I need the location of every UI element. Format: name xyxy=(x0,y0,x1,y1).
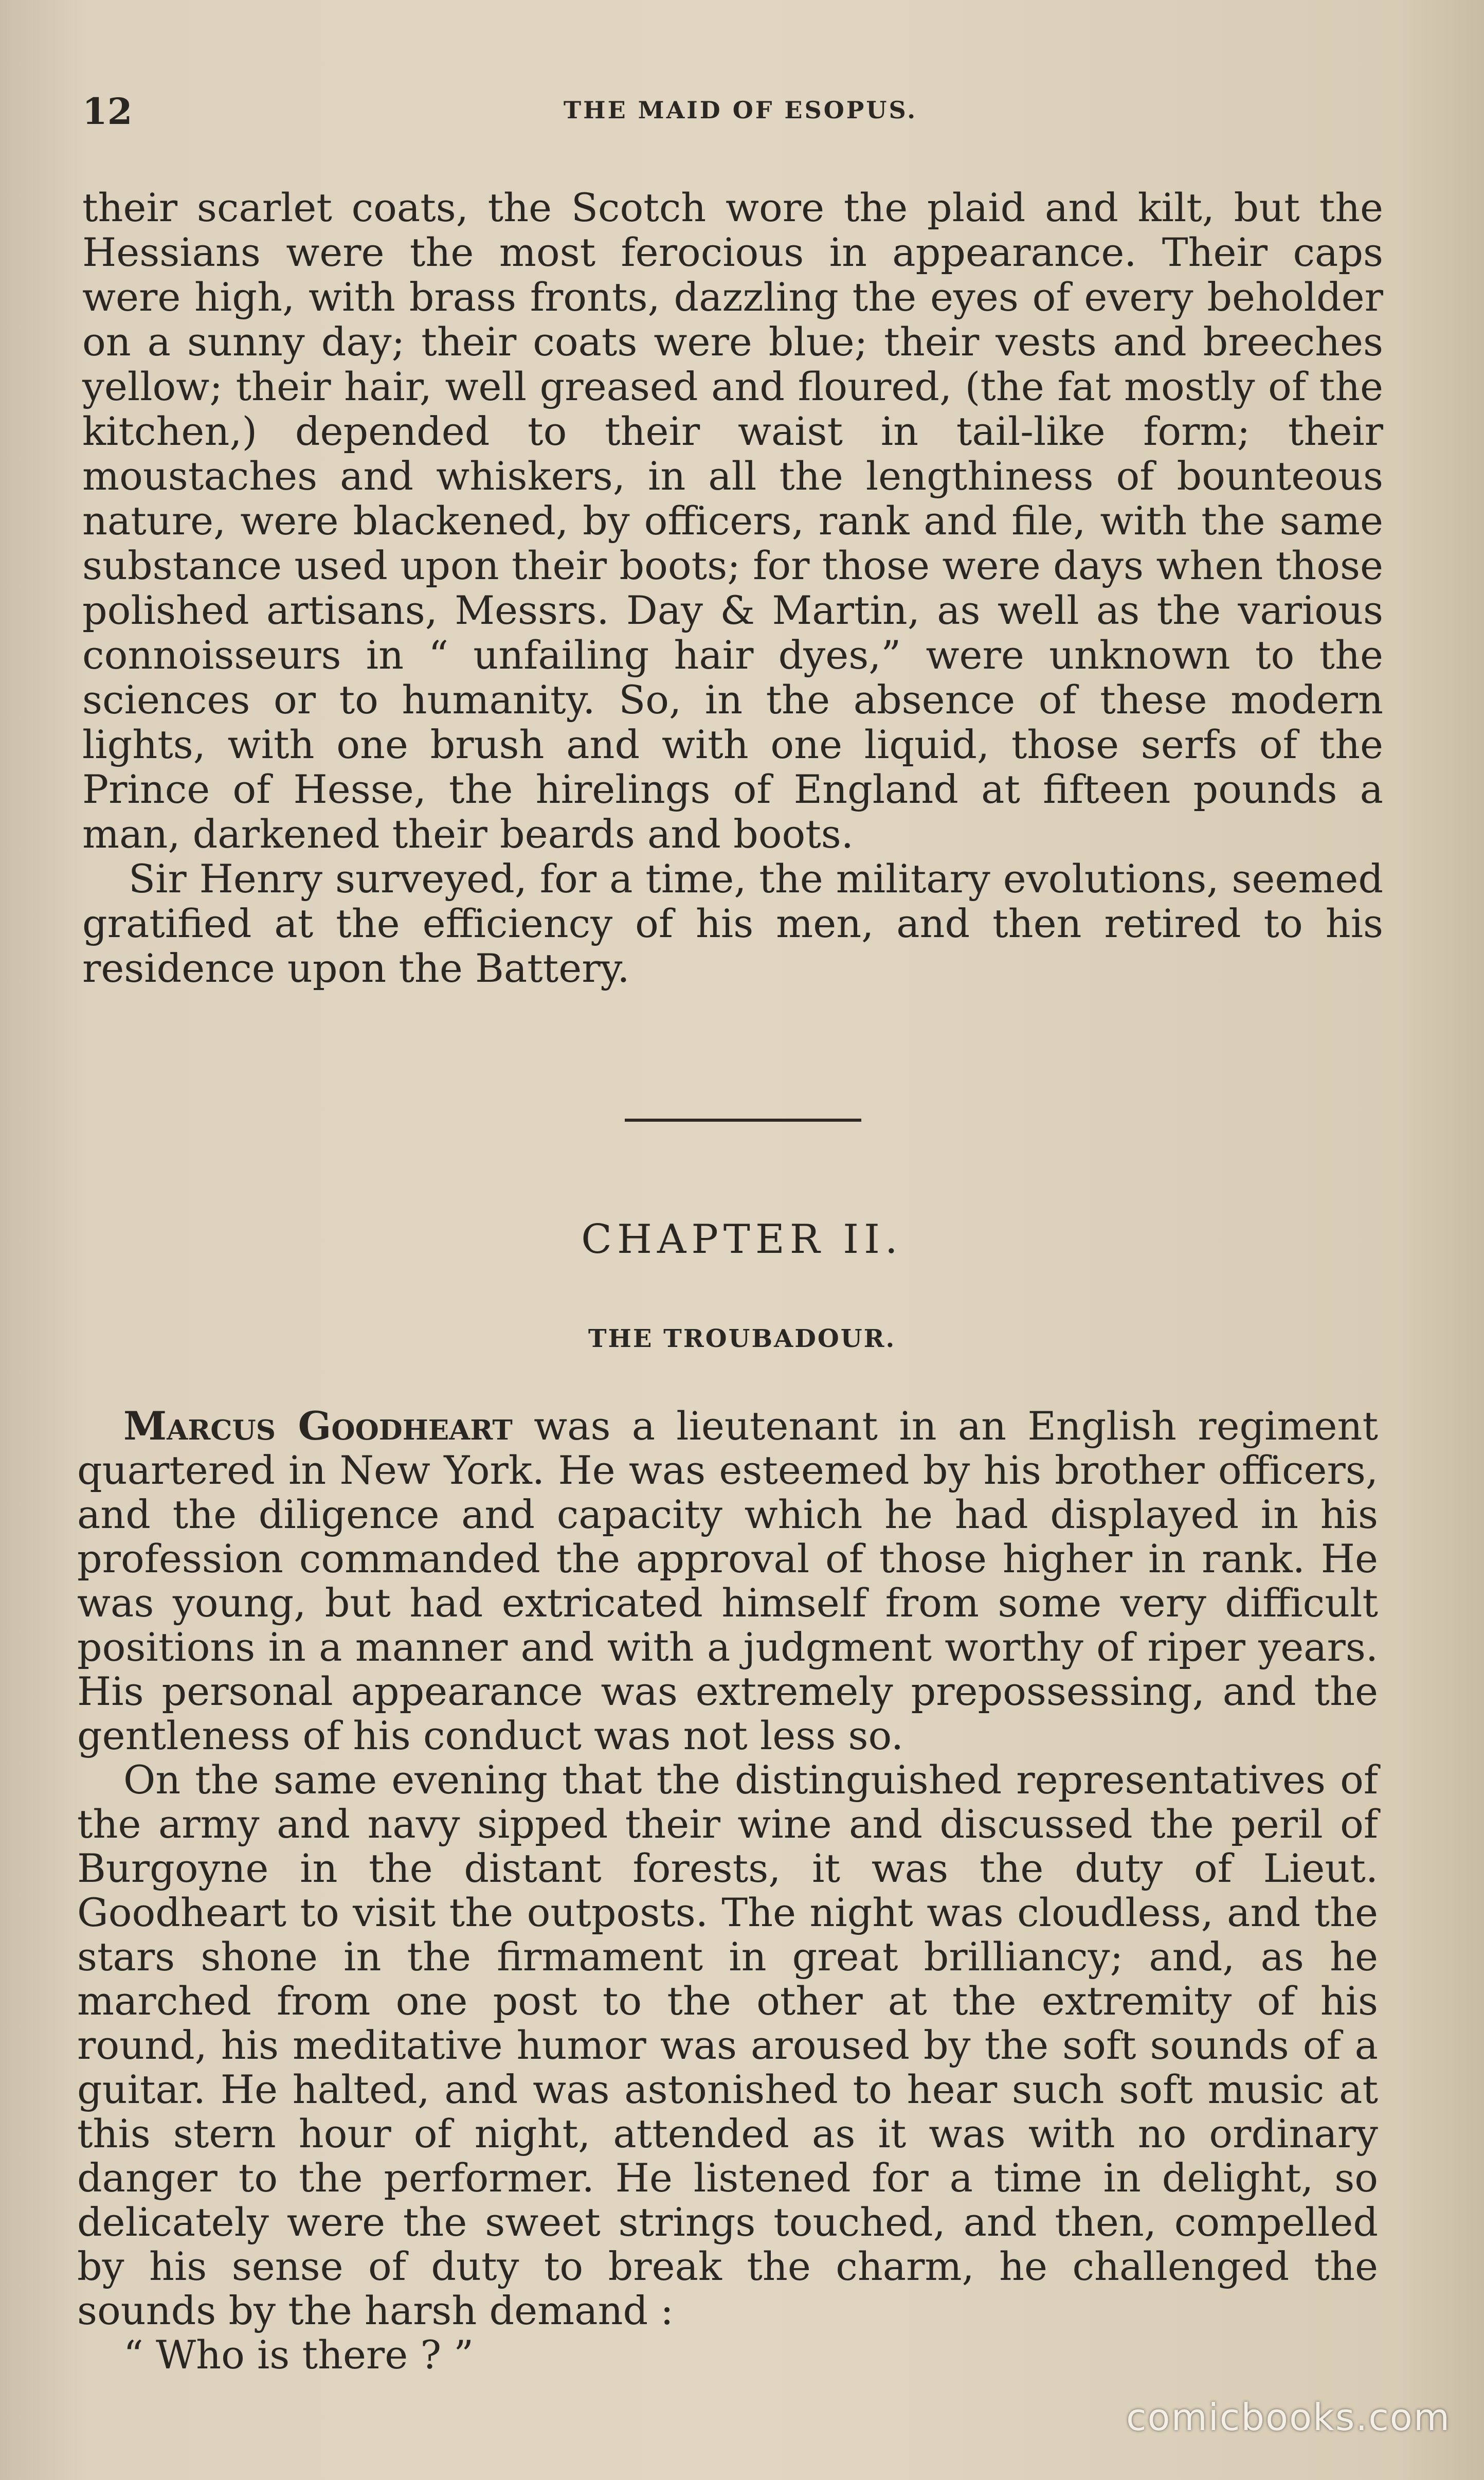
paragraph-hessians: their scarlet coats, the Scotch wore the plaid and kilt, but the Hessians were the most ferocious in appearance. Their caps were high, with brass fronts, dazzling the eyes of every beholder on a sunny day; their coats were blue; their vests and breeches yellow; their hair, well greased and floured, (the fat mostly of the kitchen,) depended to their waist in tail-like form; their moustaches and whiskers, in all the lengthiness of bounteous nature, were blackened, by officers, rank and file, with the same substance used upon their boots; for those were days when those polished artisans, Messrs. Day & Martin, as well as the various connoisseurs in “ unfailing hair dyes,” were unknown to the sciences or to humanity. So, in the absence of these modern lights, with one brush and with one liquid, those serfs of the Prince of Hesse, the hirelings of England at fifteen pounds a man, darkened their beards and boots. xyxy=(82,185,1383,857)
body-text xyxy=(82,185,1383,991)
page-header xyxy=(82,90,1399,136)
paragraph-who-is-there: “ Who is there ? ” xyxy=(123,2332,474,2378)
lead-name: Marcus Goodheart xyxy=(123,1403,513,1449)
chapter-text xyxy=(77,1404,1378,2377)
running-title: THE MAID OF ESOPUS. xyxy=(563,96,918,124)
page-number: 12 xyxy=(82,90,133,133)
section-divider xyxy=(625,1119,861,1122)
paragraph-marcus-rest: was a lieutenant in an English regiment quartered in New York. He was esteemed by his brother officers, and the diligence and capacity which he had displayed in his profession commanded the approval of those higher in rank. He was young, but had extricated himself from some very difficult positions in a manner and with a judgment worthy of riper years. His personal appearance was extremely prepossessing, and the gentleness of his conduct was not less so. xyxy=(77,1403,1379,1758)
chapter-heading: CHAPTER II. xyxy=(581,1216,903,1263)
paragraph-evening: On the same evening that the distinguished representatives of the army and navy sipped their wine and discussed the peril of Burgoyne in the distant forests, it was the duty of Lieut. Goodheart to visit the outposts. The night was cloudless, and the stars shone in the firmament in great brilliancy; and, as he marched from one post to the other at the extremity of his round, his meditative humor was aroused by the soft sounds of a guitar. He halted, and was astonished to hear such soft music at this stern hour of night, attended as it was with no ordinary danger to the performer. He listened for a time in delight, so delicately were the sweet strings touched, and then, compelled by his sense of duty to break the charm, he challenged the sounds by the harsh demand : xyxy=(77,1757,1378,2333)
paragraph-marcus xyxy=(77,1404,1378,1758)
paragraph-sir-henry: Sir Henry surveyed, for a time, the military evolutions, seemed gratified at the efficiency of his men, and then retired to his residence upon the Battery. xyxy=(82,856,1383,991)
chapter-subtitle: THE TROUBADOUR. xyxy=(588,1324,896,1353)
watermark: comicbooks.com xyxy=(1126,2396,1451,2439)
